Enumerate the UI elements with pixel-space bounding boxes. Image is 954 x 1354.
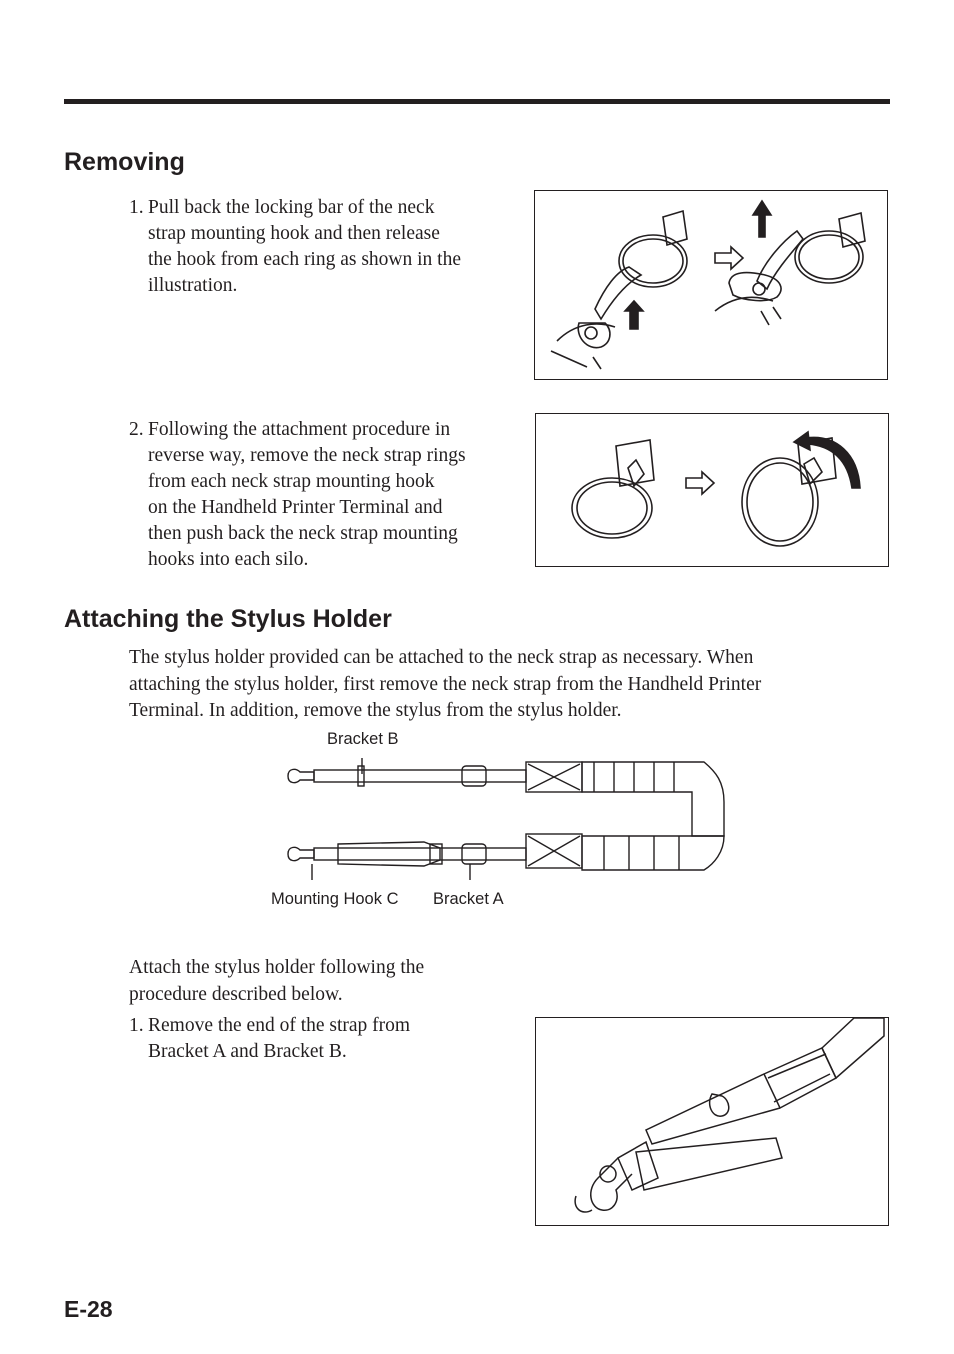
- label-mounting-hook-c: Mounting Hook C: [271, 890, 399, 908]
- step-number: 1.: [129, 197, 144, 218]
- stylus-step-1: [129, 1013, 489, 1065]
- strap-removal-illustration: [536, 1018, 888, 1225]
- removing-step-1: [129, 195, 519, 299]
- step-text: Remove the end of the strap from Bracket A and Bracket B.: [148, 1015, 411, 1062]
- step-text: Pull back the locking bar of the neck strap mounting hook and then release the hook from each ring as shown in the illustration.: [148, 197, 462, 296]
- heading-removing: Removing: [64, 148, 185, 176]
- procedure-intro-paragraph: Attach the stylus holder following the procedure described below.: [129, 957, 425, 1005]
- heading-attaching-stylus-holder: Attaching the Stylus Holder: [64, 605, 392, 633]
- stylus-intro-paragraph: The stylus holder provided can be attached to the neck strap as necessary. When attaching the stylus holder, first remove the neck strap from the Handheld Printer Terminal. In addition, remove the stylus from the stylus holder.: [129, 647, 762, 721]
- label-bracket-a: Bracket A: [433, 890, 504, 908]
- label-bracket-b: Bracket B: [327, 730, 399, 748]
- figure-ring-removal: [535, 413, 889, 567]
- neck-strap-illustration: [284, 752, 734, 880]
- figure-hook-release: [534, 190, 888, 380]
- top-rule: [64, 99, 890, 104]
- step-number: 1.: [129, 1015, 144, 1036]
- ring-removal-illustration: [536, 414, 888, 566]
- neck-strap-diagram: [284, 752, 734, 880]
- figure-strap-removal: [535, 1017, 889, 1226]
- step-text: Following the attachment procedure in reverse way, remove the neck strap rings from each neck strap mounting hook on the Handheld Printer Terminal and then push back the neck strap mounting hooks into each silo.: [148, 419, 466, 570]
- step-number: 2.: [129, 419, 144, 440]
- hook-release-illustration: [535, 191, 887, 379]
- page-number: E-28: [64, 1296, 113, 1322]
- removing-step-2: [129, 417, 519, 573]
